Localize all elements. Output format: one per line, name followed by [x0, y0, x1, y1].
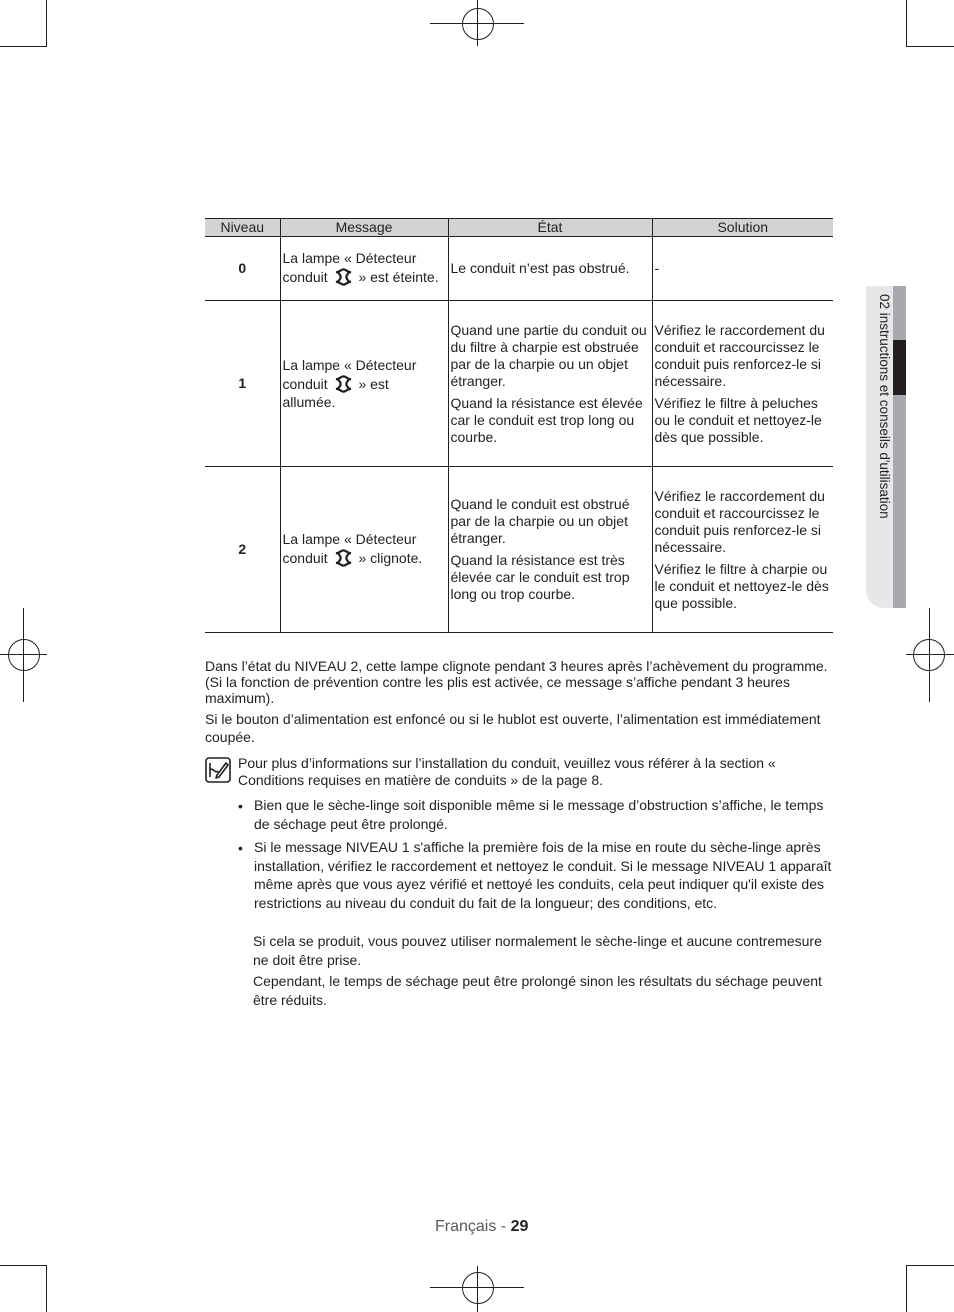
level-cell: 2: [205, 467, 280, 633]
solution-text: Vérifiez le filtre à charpie ou le conduit et nettoyez-le dès que possible.: [654, 560, 829, 611]
solution-text: Vérifiez le raccordement du conduit et raccourcissez le conduit puis renforcez-le si nécessaire.: [654, 487, 825, 555]
crop-mark: [906, 46, 954, 47]
message-text: » est éteinte.: [358, 269, 439, 285]
crop-mark: [906, 1265, 907, 1312]
note-text: Pour plus d’informations sur l’installation du conduit, veuillez vous référer à la section « Conditions requises en matière de conduits » de la page 8.: [238, 755, 776, 788]
note-pencil-icon: [205, 757, 231, 783]
crop-mark: [906, 0, 907, 47]
header-state: État: [448, 219, 652, 237]
duct-sensor-table: [205, 218, 833, 633]
page-number: 29: [510, 1218, 529, 1235]
crop-mark: [0, 1265, 47, 1266]
bullet-marker: •: [238, 840, 243, 856]
footer-separator: -: [496, 1218, 511, 1235]
message-text: » clignote.: [358, 550, 423, 566]
chapter-tab-label: 02 instructions et conseils d'utilisation: [877, 294, 892, 519]
solution-text: Vérifiez le filtre à peluches ou le conduit et nettoyez-le dès que possible.: [654, 394, 822, 445]
table-header-row: [205, 219, 833, 237]
message-cell: [280, 237, 448, 301]
crop-mark: [46, 1265, 47, 1312]
state-cell: [448, 237, 652, 301]
page-footer: [435, 1218, 528, 1236]
body-paragraph: Dans l’état du NIVEAU 2, cette lampe clignote pendant 3 heures après l’achèvement du programme. (Si la fonction de prévention contre les plis est activée, ce message s’affiche pendant 3 heures maximum).: [205, 658, 828, 706]
footer-language: Français: [435, 1218, 497, 1235]
state-text: Le conduit n’est pas obstrué.: [450, 260, 630, 276]
solution-cell: [652, 467, 833, 633]
table-row: [205, 237, 833, 301]
level-cell: 0: [205, 237, 280, 301]
table-row: [205, 301, 833, 467]
message-cell: [280, 301, 448, 467]
solution-cell: [652, 237, 833, 301]
level-cell: 1: [205, 301, 280, 467]
header-solution: Solution: [652, 219, 833, 237]
state-cell: [448, 467, 652, 633]
crop-mark: [906, 1265, 954, 1266]
header-level: Niveau: [205, 219, 280, 237]
duct-sensor-icon: [334, 267, 353, 287]
solution-text: Vérifiez le raccordement du conduit et raccourcissez le conduit puis renforcez-le si nécessaire.: [654, 321, 825, 389]
chapter-tab-bar: [893, 286, 906, 608]
message-cell: [280, 467, 448, 633]
message-text: La lampe « Détecteur conduit: [282, 531, 417, 566]
header-message: Message: [280, 219, 448, 237]
bullet-sub-paragraph: Cependant, le temps de séchage peut être prolongé sinon les résultats du séchage peuvent être réduits.: [253, 973, 822, 1008]
duct-sensor-icon: [334, 548, 353, 568]
body-paragraph: Si le bouton d’alimentation est enfoncé ou si le hublot est ouverte, l’alimentation est immédiatement coupée.: [205, 711, 821, 745]
bullet-marker: •: [238, 798, 243, 814]
state-text: Quand la résistance est très élevée car le conduit est trop long ou trop courbe.: [450, 552, 630, 602]
solution-text: -: [654, 260, 660, 276]
solution-cell: [652, 301, 833, 467]
table-row: [205, 467, 833, 633]
bullet-text: Si le message NIVEAU 1 s'affiche la première fois de la mise en route du sèche-linge après installation, vérifiez le raccordement et nettoyez le conduit. Si le message NIVEAU 1 apparaît même après que vous ayez vérifié et nettoyé les conduits, cela peut indiquer qu'il existe des restrictions au niveau du conduit du fait de la longueur; des conditions, etc.: [254, 839, 832, 911]
chapter-tab-marker: [893, 340, 906, 395]
duct-sensor-icon: [334, 374, 353, 394]
bullet-sub-paragraph: Si cela se produit, vous pouvez utiliser normalement le sèche-linge et aucune contremesure ne doit être prise.: [253, 933, 822, 968]
state-text: Quand le conduit est obstrué par de la charpie ou un objet étranger.: [450, 496, 630, 546]
state-text: Quand la résistance est élevée car le conduit est trop long ou courbe.: [450, 394, 643, 445]
bullet-text: Bien que le sèche-linge soit disponible même si le message d’obstruction s’affiche, le temps de séchage peut être prolongé.: [254, 797, 824, 832]
message-text: La lampe « Détecteur conduit: [282, 356, 417, 392]
crop-mark: [0, 46, 47, 47]
message-text: La lampe « Détecteur conduit: [282, 250, 417, 285]
crop-mark: [46, 0, 47, 47]
message-text: » est allumée.: [282, 375, 389, 410]
state-text: Quand une partie du conduit ou du filtre à charpie est obstruée par de la charpie ou un objet étranger.: [450, 321, 647, 389]
state-cell: [448, 301, 652, 467]
